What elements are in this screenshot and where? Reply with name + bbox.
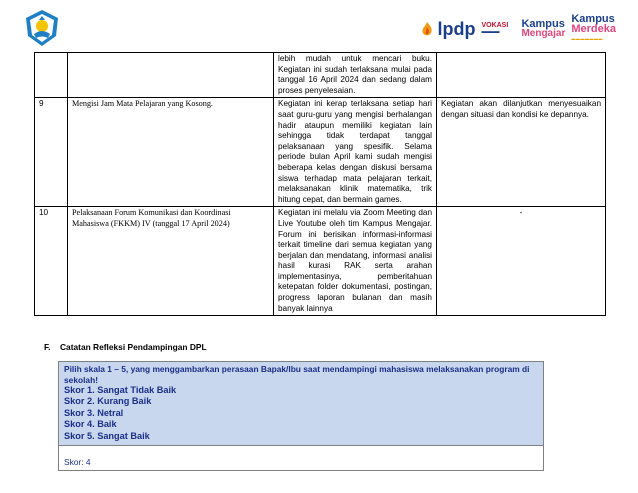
table-row xyxy=(35,207,606,316)
row-follow-up: Kegiatan akan dilanjutkan menyesuaikan dengan situasi dan kondisi ke depannya. xyxy=(437,98,606,207)
row-number xyxy=(35,53,68,98)
section-title: Catatan Refleksi Pendampingan DPL xyxy=(60,342,207,352)
scale-option: Skor 1. Sangat Tidak Baik xyxy=(64,385,177,395)
reflection-answer: Skor: 4 xyxy=(59,445,543,470)
lpdp-logo: lpdp xyxy=(420,19,475,40)
kampus-merdeka-logo: Kampus Merdeka ▬▬▬▬▬▬▬ xyxy=(571,14,616,44)
activity-log-table xyxy=(34,52,606,316)
reflection-prompt xyxy=(59,362,543,445)
scale-option: Skor 4. Baik xyxy=(64,419,117,430)
row-number: 10 xyxy=(35,207,68,316)
row-follow-up: - xyxy=(437,207,606,316)
reflection-question: Pilih skala 1 – 5, yang menggambarkan perasaan Bapak/Ibu saat mendampingi mahasiswa melaksanakan program di sekolah! xyxy=(64,364,530,385)
reflection-box xyxy=(58,361,544,471)
kampus-merdeka-stripe: ▬▬▬▬▬▬▬ xyxy=(571,36,603,41)
row-activity xyxy=(68,53,274,98)
row-activity: Pelaksanaan Forum Komunikasi dan Koordinasi Mahasiswa (FKKM) IV (tanggal 17 April 2024) xyxy=(68,207,274,316)
row-description: Kegiatan ini kerap terlaksana setiap hari saat guru-guru yang mengisi berhalangan hadir ataupun memiliki kegiatan lain sehingga tidak terdapat tanggal pelaksanaan yang spesifik. Selama periode bulan April kami sudah mengisi beberapa kelas dengan diskusi bersama siswa terhadap mata pelajaran terkait, melaksanakan klinik matematika, trik hitung cepat, dan bermain games. xyxy=(274,98,437,207)
scale-option: Skor 5. Sangat Baik xyxy=(64,430,150,441)
scale-option: Skor 2. Kurang Baik xyxy=(64,396,152,407)
vokasi-stripe: ▬▬▬ xyxy=(481,29,500,35)
table-row xyxy=(35,53,606,98)
section-f-heading xyxy=(44,342,207,352)
row-activity: Mengisi Jam Mata Pelajaran yang Kosong. xyxy=(68,98,274,207)
kemdikbud-logo-icon xyxy=(22,8,62,48)
page-header xyxy=(0,0,638,50)
row-description: lebih mudah untuk mencari buku. Kegiatan ini sudah terlaksana mulai pada tanggal 16 April 2024 dan sedang dalam proses penyelesaian. xyxy=(274,53,437,98)
table-row xyxy=(35,98,606,207)
row-follow-up xyxy=(437,53,606,98)
kampus-mengajar-logo: Kampus Mengajar xyxy=(521,18,566,39)
row-description: Kegiatan ini melalu via Zoom Meeting dan Live Youtube oleh tim Kampus Mengajar. Forum ini berisikan informasi-informasi terkait timeline dari semua kegiatan yang berjalan dan mendatang, informasi analisi hasil kurasi RAK serta arahan implementasinya, pemberitahuan ketepatan folder dokumentasi, postingan, progress laporan bulanan dan masih banyak lainnya xyxy=(274,207,437,316)
section-letter: F. xyxy=(44,342,51,352)
scale-option: Skor 3. Netral xyxy=(64,407,124,418)
vokasi-logo: VOKASI ▬▬▬ xyxy=(481,22,515,36)
row-number: 9 xyxy=(35,98,68,207)
lpdp-flame-icon xyxy=(420,21,434,37)
